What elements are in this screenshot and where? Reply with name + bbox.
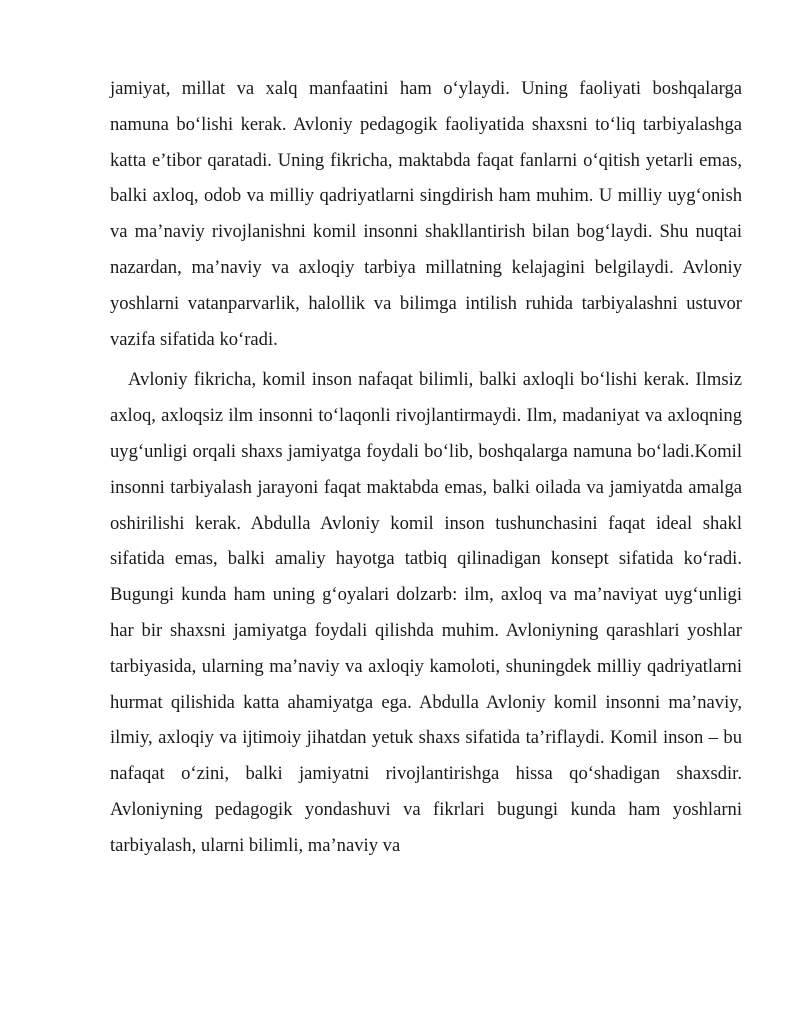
- document-page: [110, 71, 742, 864]
- paragraph-1: jamiyat, millat va xalq manfaatini ham oʻylaydi. Uning faoliyati boshqalarga namuna boʻlishi kerak. Avloniy pedagogik faoliyatida shaxsni toʻliq tarbiyalashga katta eʼtibor qaratadi. Uning fikricha, maktabda faqat fanlarni oʻqitish yetarli emas, balki axloq, odob va milliy qadriyatlarni singdirish ham muhim. U milliy uygʻonish va maʼnaviy rivojlanishni komil insonni shakllantirish bilan bogʻlaydi. Shu nuqtai nazardan, maʼnaviy va axloqiy tarbiya millatning kelajagini belgilaydi. Avloniy yoshlarni vatanparvarlik, halollik va bilimga intilish ruhida tarbiyalashni ustuvor vazifa sifatida koʻradi.: [110, 78, 742, 350]
- paragraph-2: Avloniy fikricha, komil inson nafaqat bilimli, balki axloqli boʻlishi kerak. Ilmsiz axloq, axloqsiz ilm insonni toʻlaqonli rivojlantirmaydi. Ilm, madaniyat va axloqning uygʻunligi orqali shaxs jamiyatga foydali boʻlib, boshqalarga namuna boʻladi.Komil insonni tarbiyalash jarayoni faqat maktabda emas, balki oilada va jamiyatda amalga oshirilishi kerak. Abdulla Avloniy komil inson tushunchasini faqat ideal shakl sifatida emas, balki amaliy hayotga tatbiq qilinadigan konsept sifatida koʻradi. Bugungi kunda ham uning gʻoyalari dolzarb: ilm, axloq va maʼnaviyat uygʻunligi har bir shaxsni jamiyatga foydali qilishda muhim. Avloniyning qarashlari yoshlar tarbiyasida, ularning maʼnaviy va axloqiy kamoloti, shuningdek milliy qadriyatlarni hurmat qilishida katta ahamiyatga ega. Abdulla Avloniy komil insonni maʼnaviy, ilmiy, axloqiy va ijtimoiy jihatdan yetuk shaxs sifatida taʼriflaydi. Komil inson – bu nafaqat oʻzini, balki jamiyatni rivojlantirishga hissa qoʻshadigan shaxsdir. Avloniyning pedagogik yondashuvi va fikrlari bugungi kunda ham yoshlarni tarbiyalash, ularni bilimli, maʼnaviy va: [110, 369, 742, 856]
